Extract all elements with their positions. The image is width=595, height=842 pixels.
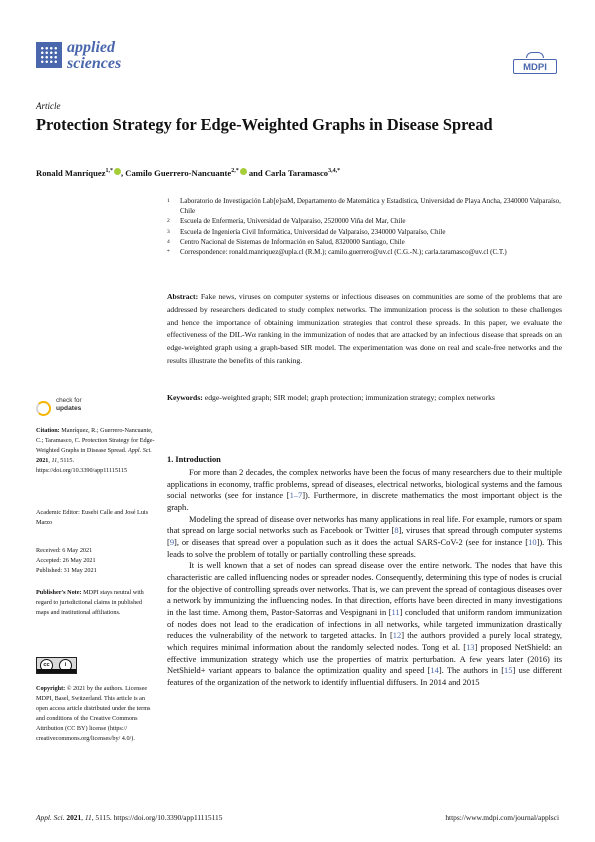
author-sup: 2,* <box>231 168 239 175</box>
check-updates-text <box>56 397 82 413</box>
citation-link[interactable]: 13 <box>466 641 475 652</box>
section-heading: 1. Introduction <box>167 455 221 464</box>
affiliations <box>167 196 562 257</box>
citation-year: 2021 <box>36 456 49 464</box>
citation-text: Manríquez, R.; Guerrero-Nancuante, C.; Taramasco, C. Protection Strategy for Edge-Weighted Graphs in Disease Spread. <box>36 427 155 454</box>
affiliation-mark: * <box>167 249 170 256</box>
affiliation-item <box>167 247 562 257</box>
author-sup: 1,* <box>105 168 113 175</box>
check-updates-icon <box>36 401 51 416</box>
affiliation-mark: 4 <box>167 238 170 245</box>
affiliation-text: Laboratorio de Investigación Lab[e]saM, Departamento de Matemática y Estadística, Universidad de Playa Ancha, 2340000 Valparaíso, Chile <box>180 197 561 216</box>
abstract <box>167 291 562 368</box>
author-separator: and <box>246 168 265 178</box>
citation-block: Citation: Manríquez, R.; Guerrero-Nancuante, C.; Taramasco, C. Protection Strategy for Edge-Weighted Graphs in Disease Spread. Appl. Sci. 2021, 11, 5115. https://doi.org/10.3390/app11115115 <box>36 427 155 474</box>
citation-link[interactable]: 14 <box>430 665 439 676</box>
article-type: Article <box>36 101 61 111</box>
keywords-text: edge-weighted graph; SIR model; graph protection; immunization strategy; complex networks <box>204 393 495 402</box>
publisher-note-text: MDPI stays neutral with regard to jurisdictional claims in published maps and institutional affiliations. <box>36 589 144 616</box>
footer-citation: Appl. Sci. 2021, 11, 5115. https://doi.org/10.3390/app11115115 <box>36 813 223 822</box>
affiliation-item <box>167 227 562 237</box>
journal-name-line2: sciences <box>67 55 122 72</box>
footer-volume: 11 <box>84 813 92 822</box>
dates-block <box>36 546 156 576</box>
paragraph: It is well known that a set of nodes can spread disease over the entire network. The nodes that have this characteristic are called influencing nodes or spreader nodes. Consequently, determining this type of nodes is crucial for the objective of controlling spreads over networks. That is, we can prevent the spread of contagious diseases over a network by immunizing the influencing nodes. In that direction, efforts have been directed in many investigations in the last time. Among them, Pastor-Satorras and Vespignani in [11] concluded that uniform random immunization of nodes does not lead to the eradication of infections in all networks, while targeted immunization drastically reduces the vulnerability of the network to targeted attacks. In [12] the authors provided a purely local strategy, which requires minimal information about the randomly selected nodes. Tong et al. [13] proposed NetShield: an effective immunization strategy which use the properties of matrix perturbation. A few years later (2016) its NetShield+ variant appears to balance the optimization quality and speed [14]. The authors in [15] use different features of the organization of the network to identify influential diffusers. In 2014 and 2015 <box>167 560 562 687</box>
journal-name <box>67 40 121 72</box>
citation-link[interactable]: 10 <box>528 536 537 547</box>
paragraph: Modeling the spread of disease over networks has many applications in real life. For example, rumors or spam that spread on large social networks such as Facebook or Twitter [8], viruses that spread through computer systems [9], or diseases that spread over a population such as it does the actual SARS-CoV-2 (see for instance [10]). This leads to solve the problem of totally or partially controlling these spreads. <box>167 513 562 559</box>
journal-logo-icon <box>36 42 62 68</box>
orcid-icon[interactable] <box>114 168 121 175</box>
mdpi-logo-arc <box>526 52 544 58</box>
affiliation-text: Escuela de Enfermería, Universidad de Valparaíso, 2520000 Viña del Mar, Chile <box>180 217 406 226</box>
paper-title: Protection Strategy for Edge-Weighted Graphs in Disease Spread <box>36 115 493 134</box>
keywords <box>167 392 562 405</box>
author-sup: 3,4,* <box>328 168 341 175</box>
correspondence-text[interactable]: Correspondence: ronald.manriquez@upla.cl (R.M.); camilo.guerrero@uv.cl (C.G.-N.); carla.taramasco@uv.cl (C.T.) <box>180 248 507 257</box>
copyright-block <box>36 684 156 743</box>
citation-journal: Appl. Sci. <box>127 446 152 454</box>
abstract-label: Abstract: <box>167 292 199 301</box>
keywords-label: Keywords: <box>167 393 203 402</box>
cc-by-license-icon[interactable] <box>36 657 77 674</box>
author-name[interactable]: Camilo Guerrero-Nancuante <box>125 168 232 178</box>
abstract-text: Fake news, viruses on computer systems or infectious diseases on communities are some of the problems that are addressed by researchers dedicated to study complex networks. The immunization process is the solution to these challenges and hence the importance of obtaining immunization strategies that control these spreads. In this paper, we evaluate the effectiveness of the DIL-Wα ranking in the immunization of nodes that are attacked by an infectious disease that spreads on an edge-weighted graph using a graph-based SIR model. The experimentation was done on real and scale-free networks and the results illustrate the benefits of this ranking. <box>167 292 562 365</box>
body-text <box>167 467 562 688</box>
author-name[interactable]: Carla Taramasco <box>264 168 329 178</box>
citation-volume: 11 <box>51 456 58 464</box>
affiliation-text: Centro Nacional de Sistemas de Información en Salud, 8320000 Santiago, Chile <box>180 237 405 246</box>
publisher-note-label: Publisher's Note: <box>36 589 82 596</box>
affiliation-mark: 3 <box>167 228 170 235</box>
affiliation-item <box>167 237 562 247</box>
mdpi-logo: MDPI <box>513 59 557 74</box>
paragraph: For more than 2 decades, the complex networks have been the focus of many researchers due to their multiple applications in economy, traffic problems, spread of diseases, electrical networks, biological systems and the famous social networks (see for instance [1–7]). Furthermore, in discrete mathematics the most important object is the graph. <box>167 467 562 512</box>
check-updates-line1: check for <box>56 397 82 404</box>
citation-link[interactable]: 1–7 <box>289 490 303 501</box>
citation-link[interactable]: 12 <box>392 630 402 641</box>
footer-doi[interactable]: , 5115. https://doi.org/10.3390/app11115115 <box>91 813 223 822</box>
citation-link[interactable]: 11 <box>391 606 400 617</box>
citation-doi[interactable]: , 5115. https://doi.org/10.3390/app11115115 <box>36 456 128 474</box>
check-updates-line2: updates <box>56 405 82 412</box>
cc-icon: cc <box>40 659 53 672</box>
by-icon: i <box>59 659 72 672</box>
copyright-text: © 2021 by the authors. Licensee MDPI, Basel, Switzerland. This article is an open access article distributed under the terms and conditions of the Creative Commons Attribution (CC BY) license (https:// creativecommons.org/licenses/by/ 4.0/). <box>36 685 151 742</box>
author-list <box>36 168 340 178</box>
journal-name-line1: applied <box>67 39 115 56</box>
citation-link[interactable]: 15 <box>504 665 513 676</box>
received-date: Received: 6 May 2021 <box>36 547 93 554</box>
publisher-note <box>36 588 156 618</box>
citation-link[interactable]: 9 <box>169 536 175 547</box>
academic-editor: Academic Editor: Eusebi Calle and José Luis Marzo <box>36 509 149 526</box>
author-name[interactable]: Ronald Manríquez <box>36 168 106 178</box>
orcid-icon[interactable] <box>240 168 247 175</box>
published-date: Published: 31 May 2021 <box>36 566 97 574</box>
affiliation-item <box>167 216 562 226</box>
citation-link[interactable]: 8 <box>394 525 399 536</box>
affiliation-item <box>167 196 562 216</box>
footer-journal-url[interactable]: https://www.mdpi.com/journal/applsci <box>445 813 559 822</box>
affiliation-mark: 1 <box>167 198 170 204</box>
author-separator: , <box>120 168 126 178</box>
affiliation-text: Escuela de Ingeniería Civil Informática, Universidad de Valparaíso, 2340000 Valparaíso, Chile <box>180 227 446 236</box>
citation-label: Citation: <box>36 427 60 434</box>
footer-year: 2021 <box>66 813 82 822</box>
cc-strip <box>37 669 76 673</box>
affiliation-mark: 2 <box>167 218 170 225</box>
copyright-label: Copyright: <box>36 685 66 692</box>
footer-journal: Appl. Sci. <box>36 813 65 822</box>
accepted-date: Accepted: 26 May 2021 <box>36 556 96 564</box>
